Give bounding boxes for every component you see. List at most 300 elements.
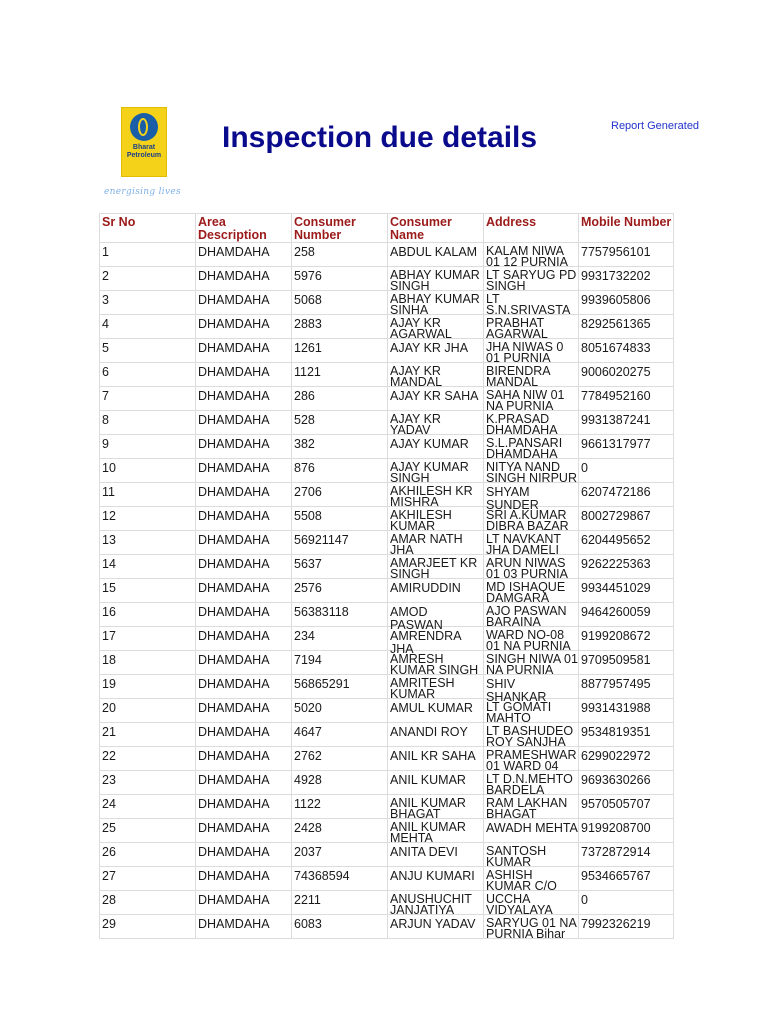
cell-text: ABHAY KUMAR SINGH [390, 268, 480, 293]
cell-text: 5508 [294, 509, 322, 523]
cell-text: 5976 [294, 269, 322, 283]
cell-text: BIRENDRA MANDAL [486, 364, 550, 389]
cell-text: 5068 [294, 293, 322, 307]
cell-text: 2576 [294, 581, 322, 595]
cell-consumer-name [388, 843, 484, 867]
cell-consumer-number [292, 363, 388, 387]
cell-address [484, 579, 579, 603]
cell-text: UCCHA VIDYALAYA [486, 892, 553, 917]
cell-mobile-number [579, 723, 674, 747]
cell-mobile-number [579, 651, 674, 675]
cell-text: 28 [102, 893, 116, 907]
cell-text: DHAMDAHA [198, 725, 270, 739]
cell-consumer-number [292, 243, 388, 267]
cell-text: AJAY KR SAHA [390, 389, 479, 403]
table-row [100, 435, 674, 459]
cell-consumer-name [388, 315, 484, 339]
cell-consumer-number [292, 483, 388, 507]
cell-consumer-name [388, 675, 484, 699]
table-row [100, 747, 674, 771]
table-body [100, 243, 674, 939]
cell-text: 234 [294, 629, 315, 643]
cell-mobile-number [579, 579, 674, 603]
cell-mobile-number [579, 915, 674, 939]
cell-text: AMAR NATH JHA [390, 532, 463, 557]
cell-consumer-number [292, 675, 388, 699]
cell-text: 9931732202 [581, 269, 651, 283]
cell-text: DHAMDAHA [198, 245, 270, 259]
cell-sr-no [100, 411, 196, 435]
cell-text: ANIL KR SAHA [390, 749, 476, 763]
cell-text: DHAMDAHA [198, 677, 270, 691]
report-generated-link[interactable]: Report Generated [611, 120, 700, 132]
cell-address [484, 387, 579, 411]
cell-address [484, 483, 579, 512]
cell-text: 528 [294, 413, 315, 427]
cell-text: AJAY KR JHA [390, 341, 469, 355]
cell-text: 6083 [294, 917, 322, 931]
table-row [100, 867, 674, 891]
cell-text: LT BASHUDEO ROY SANJHA [486, 724, 574, 749]
cell-text: ASHISH KUMAR C/O [486, 868, 557, 893]
cell-text: 2211 [294, 893, 321, 907]
cell-text: DHAMDAHA [198, 317, 270, 331]
cell-mobile-number [579, 627, 674, 651]
cell-text: 27 [102, 869, 116, 883]
cell-sr-no [100, 507, 196, 531]
cell-consumer-number [292, 315, 388, 339]
cell-text: 22 [102, 749, 116, 763]
cell-text: AJAY KR AGARWAL [390, 316, 452, 341]
cell-consumer-number [292, 603, 388, 627]
cell-mobile-number [579, 339, 674, 363]
cell-text: DHAMDAHA [198, 461, 270, 475]
bpcl-emblem-icon [130, 113, 158, 141]
cell-text: SRI A.KUMAR DIBRA BAZAR [486, 508, 569, 533]
table-row [100, 723, 674, 747]
cell-text: 9 [102, 437, 109, 451]
cell-text: 382 [294, 437, 315, 451]
cell-consumer-number [292, 651, 388, 675]
cell-text: ABDUL KALAM [390, 245, 478, 259]
cell-area-description [196, 891, 292, 915]
cell-text: 8002729867 [581, 509, 651, 523]
cell-area-description [196, 267, 292, 291]
cell-text: SARYUG 01 NA PURNIA Bihar [486, 916, 577, 941]
cell-address [484, 795, 579, 819]
cell-mobile-number [579, 291, 674, 315]
cell-consumer-number [292, 555, 388, 579]
cell-consumer-number [292, 291, 388, 315]
cell-sr-no [100, 651, 196, 675]
cell-text: DHAMDAHA [198, 845, 270, 859]
cell-text: 4928 [294, 773, 322, 787]
cell-address [484, 699, 579, 723]
cell-mobile-number [579, 819, 674, 843]
cell-sr-no [100, 603, 196, 627]
cell-text: 6299022972 [581, 749, 651, 763]
cell-consumer-name [388, 795, 484, 819]
cell-area-description [196, 915, 292, 939]
cell-sr-no [100, 315, 196, 339]
cell-text: 9199208700 [581, 821, 651, 835]
cell-text: ANIL KUMAR [390, 773, 466, 787]
cell-consumer-name [388, 819, 484, 843]
cell-text: 1261 [294, 341, 322, 355]
cell-sr-no [100, 363, 196, 387]
cell-text: 5020 [294, 701, 322, 715]
cell-sr-no [100, 531, 196, 555]
cell-text: 5 [102, 341, 109, 355]
cell-text: 17 [102, 629, 116, 643]
cell-text: 4 [102, 317, 109, 331]
cell-consumer-number [292, 627, 388, 651]
cell-mobile-number [579, 531, 674, 555]
cell-address [484, 291, 579, 315]
cell-mobile-number [579, 507, 674, 531]
column-header-area-description: Area Description [196, 214, 292, 243]
cell-text: DHAMDAHA [198, 389, 270, 403]
column-header-consumer-name: Consumer Name [388, 214, 484, 243]
cell-area-description [196, 603, 292, 627]
cell-text: 74368594 [294, 869, 350, 883]
cell-text: 10 [102, 461, 116, 475]
cell-area-description [196, 411, 292, 435]
cell-text: DHAMDAHA [198, 893, 270, 907]
table-row [100, 363, 674, 387]
cell-text: AWADH MEHTA [486, 821, 578, 835]
cell-text: DHAMDAHA [198, 749, 270, 763]
cell-text: 29 [102, 917, 116, 931]
table-row [100, 291, 674, 315]
cell-consumer-name [388, 363, 484, 387]
cell-area-description [196, 819, 292, 843]
cell-consumer-number [292, 915, 388, 939]
cell-text: 8051674833 [581, 341, 651, 355]
cell-address [484, 603, 579, 627]
cell-text: DHAMDAHA [198, 509, 270, 523]
cell-consumer-number [292, 819, 388, 843]
cell-area-description [196, 699, 292, 723]
table-row [100, 459, 674, 483]
cell-text: AJAY KR MANDAL [390, 364, 443, 389]
cell-text: DHAMDAHA [198, 533, 270, 547]
cell-text: DHAMDAHA [198, 821, 270, 835]
cell-sr-no [100, 723, 196, 747]
logo-tagline: energising lives [104, 187, 181, 197]
cell-area-description [196, 555, 292, 579]
cell-text: 26 [102, 845, 116, 859]
cell-text: AJAY KR YADAV [390, 412, 441, 437]
cell-consumer-number [292, 435, 388, 459]
cell-address [484, 339, 579, 363]
cell-text: 0 [581, 893, 588, 907]
cell-text: 12 [102, 509, 116, 523]
cell-mobile-number [579, 243, 674, 267]
cell-text: 7757956101 [581, 245, 651, 259]
cell-address [484, 819, 579, 843]
cell-text: AMRESH KUMAR SINGH [390, 652, 479, 677]
cell-text: AKHILESH KR MISHRA [390, 484, 473, 509]
cell-address [484, 915, 579, 939]
cell-mobile-number [579, 843, 674, 867]
cell-sr-no [100, 435, 196, 459]
table-row [100, 579, 674, 603]
cell-text: 7992326219 [581, 917, 651, 931]
cell-address [484, 507, 579, 531]
cell-consumer-name [388, 771, 484, 795]
cell-address [484, 459, 579, 483]
cell-text: PRAMESHWAR 01 WARD 04 [486, 748, 577, 773]
cell-area-description [196, 315, 292, 339]
cell-consumer-name [388, 459, 484, 483]
cell-text: AMUL KUMAR [390, 701, 473, 715]
cell-text: DHAMDAHA [198, 269, 270, 283]
cell-text: 4647 [294, 725, 322, 739]
cell-address [484, 723, 579, 747]
cell-consumer-name [388, 387, 484, 411]
cell-text: ANUSHUCHIT JANJATIYA [390, 892, 472, 917]
column-header-mobile-number: Mobile Number [579, 214, 674, 243]
cell-consumer-name [388, 411, 484, 435]
cell-text: 56383118 [294, 605, 349, 619]
cell-text: DHAMDAHA [198, 773, 270, 787]
cell-text: 1121 [294, 365, 321, 379]
cell-consumer-number [292, 747, 388, 771]
cell-sr-no [100, 555, 196, 579]
cell-mobile-number [579, 867, 674, 891]
cell-sr-no [100, 675, 196, 699]
cell-text: 2706 [294, 485, 322, 499]
cell-text: 6207472186 [581, 485, 651, 499]
cell-address [484, 675, 579, 704]
cell-consumer-number [292, 459, 388, 483]
cell-text: 9534819351 [581, 725, 651, 739]
cell-text: MD ISHAQUE DAMGARA [486, 580, 566, 605]
cell-text: DHAMDAHA [198, 629, 270, 643]
table-row [100, 771, 674, 795]
cell-address [484, 243, 579, 267]
cell-sr-no [100, 867, 196, 891]
logo-wordmark: Bharat Petroleum [126, 144, 162, 159]
cell-consumer-name [388, 483, 484, 507]
cell-text: RAM LAKHAN BHAGAT [486, 796, 568, 821]
cell-text: 9661317977 [581, 437, 651, 451]
cell-text: 9006020275 [581, 365, 651, 379]
cell-text: SHIV SHANKAR [486, 677, 547, 704]
table-row [100, 651, 674, 675]
cell-text: 258 [294, 245, 315, 259]
cell-text: 5637 [294, 557, 322, 571]
table-row [100, 339, 674, 363]
cell-text: SAHA NIW 01 NA PURNIA [486, 388, 565, 413]
cell-area-description [196, 531, 292, 555]
cell-text: 19 [102, 677, 116, 691]
cell-consumer-number [292, 387, 388, 411]
cell-address [484, 891, 579, 915]
cell-text: SANTOSH KUMAR [486, 844, 547, 869]
cell-text: WARD NO-08 01 NA PURNIA [486, 628, 571, 653]
cell-text: 7194 [294, 653, 322, 667]
cell-consumer-number [292, 267, 388, 291]
cell-text: 9709509581 [581, 653, 651, 667]
cell-text: 9534665767 [581, 869, 651, 883]
column-header-address: Address [484, 214, 579, 243]
cell-consumer-number [292, 411, 388, 435]
cell-text: ANJU KUMARI [390, 869, 475, 883]
cell-sr-no [100, 243, 196, 267]
cell-address [484, 411, 579, 435]
table-row [100, 555, 674, 579]
cell-text: DHAMDAHA [198, 341, 270, 355]
cell-text: ANIL KUMAR BHAGAT [390, 796, 466, 821]
cell-sr-no [100, 291, 196, 315]
cell-text: 15 [102, 581, 116, 595]
cell-address [484, 363, 579, 387]
cell-text: AJAY KUMAR SINGH [390, 460, 469, 485]
cell-text: K.PRASAD DHAMDAHA [486, 412, 558, 437]
cell-text: 8292561365 [581, 317, 651, 331]
cell-consumer-name [388, 747, 484, 771]
cell-text: 7784952160 [581, 389, 651, 403]
cell-text: AMARJEET KR SINGH [390, 556, 478, 581]
cell-text: DHAMDAHA [198, 701, 270, 715]
cell-address [484, 771, 579, 795]
cell-area-description [196, 507, 292, 531]
column-header-sr-no: Sr No [100, 214, 196, 243]
table-row [100, 483, 674, 507]
cell-mobile-number [579, 315, 674, 339]
cell-text: LT GOMATI MAHTO [486, 700, 552, 725]
cell-text: 9262225363 [581, 557, 651, 571]
cell-mobile-number [579, 603, 674, 627]
cell-text: 1 [102, 245, 109, 259]
cell-area-description [196, 771, 292, 795]
cell-sr-no [100, 747, 196, 771]
cell-consumer-number [292, 867, 388, 891]
cell-text: DHAMDAHA [198, 581, 270, 595]
cell-address [484, 267, 579, 291]
cell-text: 16 [102, 605, 116, 619]
cell-consumer-name [388, 867, 484, 891]
cell-consumer-number [292, 699, 388, 723]
cell-consumer-name [388, 651, 484, 675]
cell-sr-no [100, 387, 196, 411]
cell-text: ANANDI ROY [390, 725, 468, 739]
cell-text: 9693630266 [581, 773, 651, 787]
cell-text: 2 [102, 269, 109, 283]
cell-area-description [196, 435, 292, 459]
cell-mobile-number [579, 699, 674, 723]
table-row [100, 819, 674, 843]
cell-text: 8 [102, 413, 109, 427]
cell-consumer-number [292, 579, 388, 603]
cell-text: DHAMDAHA [198, 797, 270, 811]
cell-consumer-name [388, 891, 484, 915]
cell-text: AJAY KUMAR [390, 437, 469, 451]
cell-text: 56921147 [294, 533, 349, 547]
cell-sr-no [100, 891, 196, 915]
cell-text: 1122 [294, 797, 321, 811]
table-row [100, 411, 674, 435]
cell-consumer-name [388, 435, 484, 459]
cell-mobile-number [579, 747, 674, 771]
cell-area-description [196, 651, 292, 675]
cell-text: LT NAVKANT JHA DAMELI [486, 532, 561, 557]
cell-address [484, 435, 579, 459]
column-header-consumer-number: Consumer Number [292, 214, 388, 243]
cell-consumer-name [388, 579, 484, 603]
cell-text: S.L.PANSARI DHAMDAHA [486, 436, 563, 461]
cell-text: DHAMDAHA [198, 293, 270, 307]
cell-sr-no [100, 699, 196, 723]
cell-address [484, 555, 579, 579]
cell-consumer-number [292, 843, 388, 867]
cell-area-description [196, 675, 292, 699]
table-row [100, 843, 674, 867]
cell-text: 6 [102, 365, 109, 379]
cell-text: 20 [102, 701, 116, 715]
cell-text: 14 [102, 557, 116, 571]
cell-area-description [196, 627, 292, 651]
cell-text: LT S.N.SRIVASTA [486, 292, 571, 317]
cell-consumer-name [388, 531, 484, 555]
cell-mobile-number [579, 387, 674, 411]
cell-consumer-name [388, 627, 484, 656]
cell-text: SINGH NIWA 01 NA PURNIA [486, 652, 578, 677]
cell-mobile-number [579, 435, 674, 459]
cell-area-description [196, 579, 292, 603]
cell-consumer-name [388, 243, 484, 267]
table-header-row [100, 214, 674, 243]
cell-mobile-number [579, 363, 674, 387]
cell-area-description [196, 387, 292, 411]
cell-text: 876 [294, 461, 315, 475]
cell-area-description [196, 843, 292, 867]
cell-text: AKHILESH KUMAR [390, 508, 452, 533]
cell-consumer-name [388, 555, 484, 579]
cell-consumer-name [388, 603, 484, 632]
cell-consumer-name [388, 723, 484, 747]
cell-text: 23 [102, 773, 116, 787]
cell-text: 2883 [294, 317, 322, 331]
cell-text: AMRENDRA JHA [390, 629, 461, 656]
cell-text: DHAMDAHA [198, 365, 270, 379]
cell-text: 9931387241 [581, 413, 651, 427]
cell-text: 2762 [294, 749, 322, 763]
page-title: Inspection due details [222, 121, 538, 154]
cell-text: 9570505707 [581, 797, 651, 811]
cell-text: 2428 [294, 821, 322, 835]
table-row [100, 603, 674, 627]
cell-area-description [196, 483, 292, 507]
cell-text: AMIRUDDIN [390, 581, 461, 595]
cell-mobile-number [579, 795, 674, 819]
cell-mobile-number [579, 411, 674, 435]
cell-text: DHAMDAHA [198, 413, 270, 427]
cell-text: ANITA DEVI [390, 845, 458, 859]
table-row [100, 243, 674, 267]
cell-area-description [196, 459, 292, 483]
cell-sr-no [100, 459, 196, 483]
cell-text: 0 [581, 461, 588, 475]
bpcl-logo [121, 107, 167, 177]
table-row [100, 507, 674, 531]
cell-text: DHAMDAHA [198, 605, 270, 619]
cell-text: 11 [102, 485, 115, 499]
cell-address [484, 531, 579, 555]
cell-text: 13 [102, 533, 116, 547]
